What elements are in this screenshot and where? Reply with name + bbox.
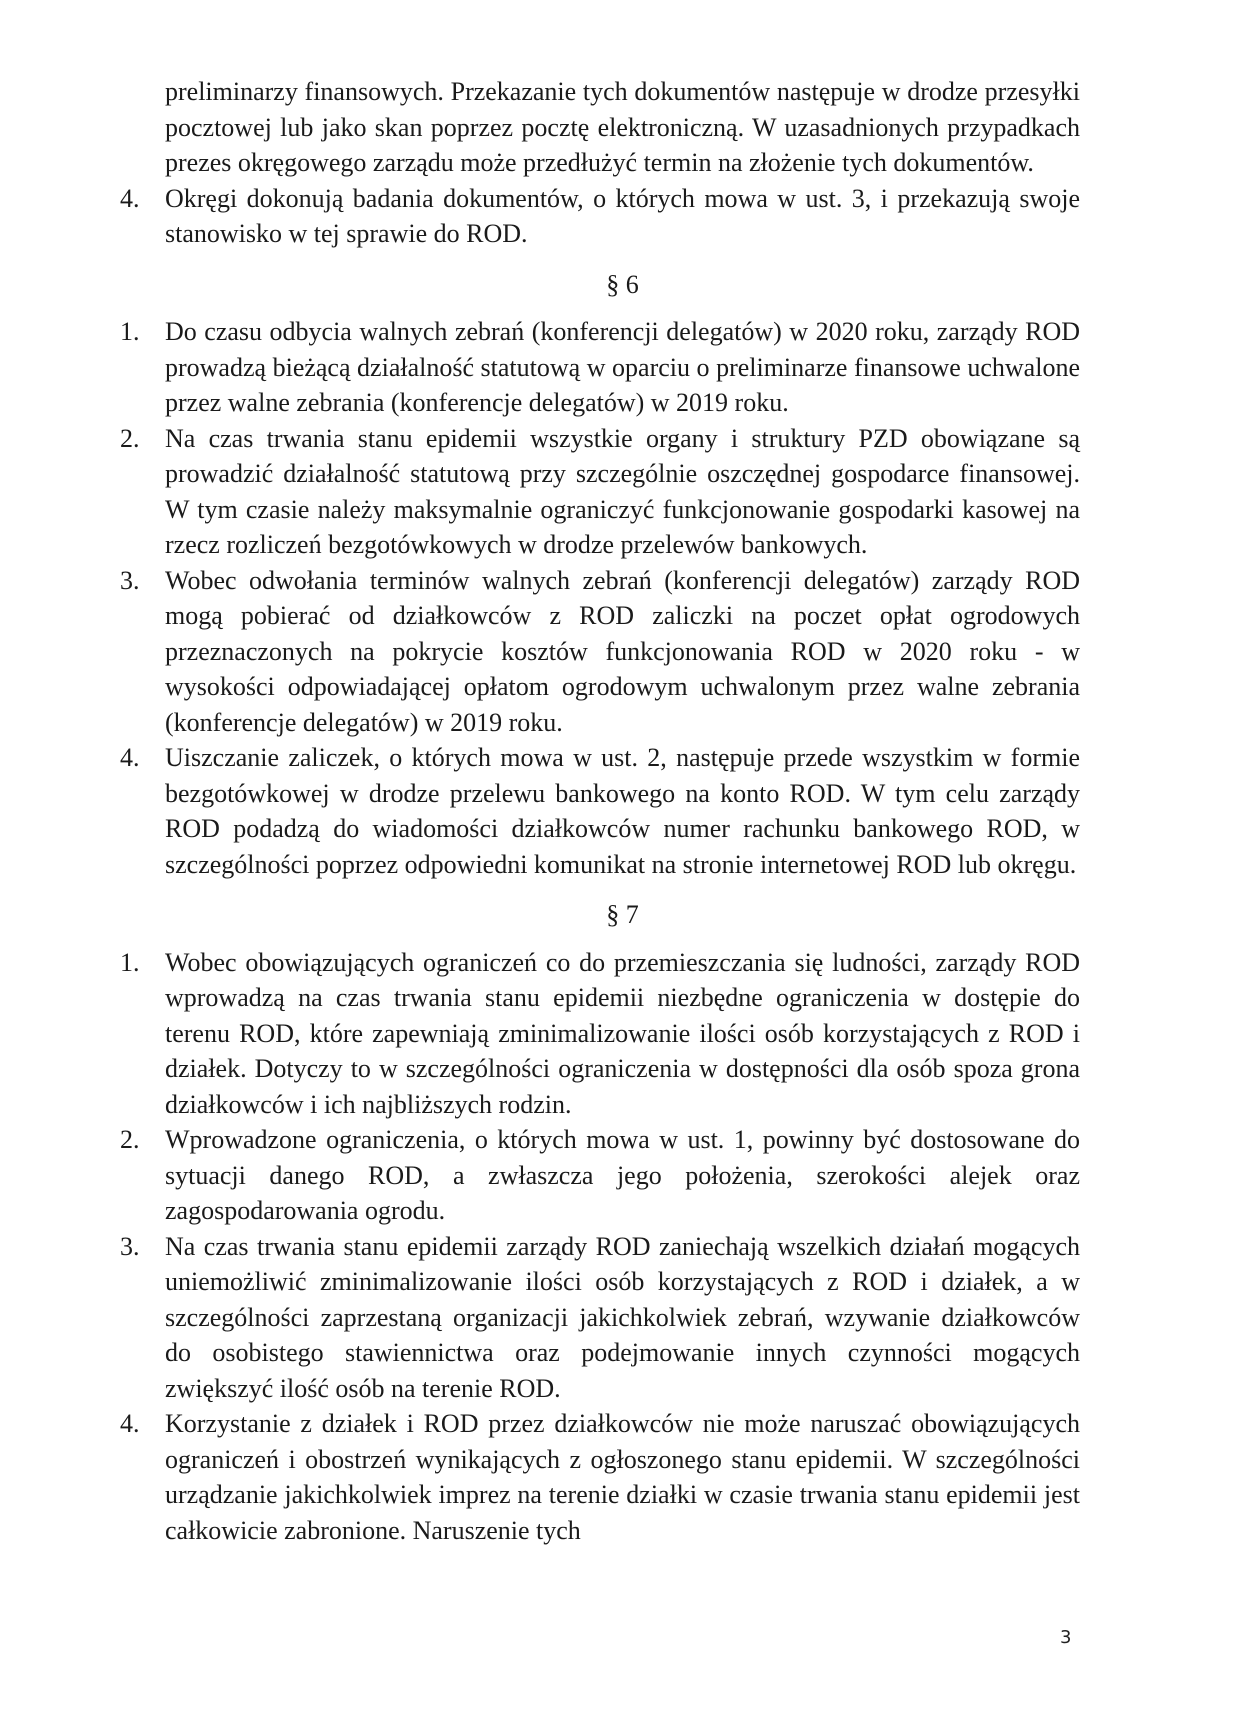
section-heading-6: § 6 (606, 269, 639, 299)
item-text: Wprowadzone ograniczenia, o których mowa w ust. 1, powinny być dostosowane do sytuacji danego ROD, a zwłaszcza jego położenia, szerokości alejek oraz zagospodarowania ogrodu. (165, 1125, 1080, 1225)
list-item (120, 740, 1080, 882)
item-number: 4. (120, 1409, 140, 1438)
list-item (120, 945, 1080, 1123)
list-item (120, 1122, 1080, 1229)
list-item (120, 314, 1080, 421)
list-item (120, 1229, 1080, 1407)
item-number: 4. (120, 743, 140, 772)
item-text: Uiszczanie zaliczek, o których mowa w ust. 2, następuje przede wszystkim w formie bezgotówkowej w drodze przelewu bankowego na konto ROD. W tym celu zarządy ROD podadzą do wiadomości działkowców numer rachunku bankowego ROD, w szczególności poprzez odpowiedni komunikat na stronie internetowej ROD lub okręgu. (165, 743, 1080, 879)
intro-paragraph: preliminarzy finansowych. Przekazanie tych dokumentów następuje w drodze przesyłki pocztowej lub jako skan poprzez pocztę elektroniczną. W uzasadnionych przypadkach prezes okręgowego zarządu może przedłużyć termin na złożenie tych dokumentów. (165, 77, 1080, 177)
item-text: Na czas trwania stanu epidemii wszystkie organy i struktury PZD obowiązane są prowadzić działalność statutową przy szczególnie oszczędnej gospodarce finansowej. W tym czasie należy maksymalnie ograniczyć funkcjonowanie gospodarki kasowej na rzecz rozliczeń bezgotówkowych w drodze przelewów bankowych. (165, 423, 1080, 559)
section-heading-7: § 7 (606, 900, 639, 929)
document-body (120, 74, 1080, 1548)
list-item (120, 181, 1080, 252)
item-number: 2. (120, 1125, 140, 1154)
item-number: 3. (120, 565, 140, 595)
item-number: 4. (120, 183, 140, 213)
list-item (120, 421, 1080, 563)
item-text: Do czasu odbycia walnych zebrań (konferencji delegatów) w 2020 roku, zarządy ROD prowadzą bieżącą działalność statutową w oparciu o preliminarze finansowe uchwalone przez walne zebrania (konferencje delegatów) w 2019 roku. (165, 317, 1080, 417)
item-number: 3. (120, 1231, 140, 1261)
list-item (120, 1406, 1080, 1548)
item-number: 1. (120, 947, 140, 977)
item-text: Korzystanie z działek i ROD przez działkowców nie może naruszać obowiązujących ograniczeń i obostrzeń wynikających z ogłoszonego stanu epidemii. W szczególności urządzanie jakichkolwiek imprez na terenie działki w czasie trwania stanu epidemii jest całkowicie zabronione. Naruszenie tych (165, 1409, 1080, 1545)
page-number: 3 (1060, 1627, 1072, 1648)
list-item (120, 563, 1080, 741)
item-text: Wobec obowiązujących ograniczeń co do przemieszczania się ludności, zarządy ROD wprowadzą na czas trwania stanu epidemii niezbędne ograniczenia w dostępie do terenu ROD, które zapewniają zminimalizowanie ilości osób korzystających z ROD i działek. Dotyczy to w szczególności ograniczenia w dostępności dla osób spoza grona działkowców i ich najbliższych rodzin. (165, 947, 1080, 1119)
item-number: 2. (120, 423, 140, 453)
item-number: 1. (120, 317, 140, 346)
item-text: Wobec odwołania terminów walnych zebrań (konferencji delegatów) zarządy ROD mogą pobierać od działkowców z ROD zaliczki na poczet opłat ogrodowych przeznaczonych na pokrycie kosztów funkcjonowania ROD w 2020 roku - w wysokości odpowiadającej opłatom ogrodowym uchwalonym przez walne zebrania (konferencje delegatów) w 2019 roku. (165, 565, 1080, 737)
item-text: Okręgi dokonują badania dokumentów, o których mowa w ust. 3, i przekazują swoje stanowisko w tej sprawie do ROD. (165, 183, 1080, 248)
item-text: Na czas trwania stanu epidemii zarządy ROD zaniechają wszelkich działań mogących uniemożliwić zminimalizowanie ilości osób korzystających z ROD i działek, a w szczególności zaprzestaną organizacji jakichkolwiek zebrań, wzywanie działkowców do osobistego stawiennictwa oraz podejmowanie innych czynności mogących zwiększyć ilość osób na terenie ROD. (165, 1231, 1080, 1403)
